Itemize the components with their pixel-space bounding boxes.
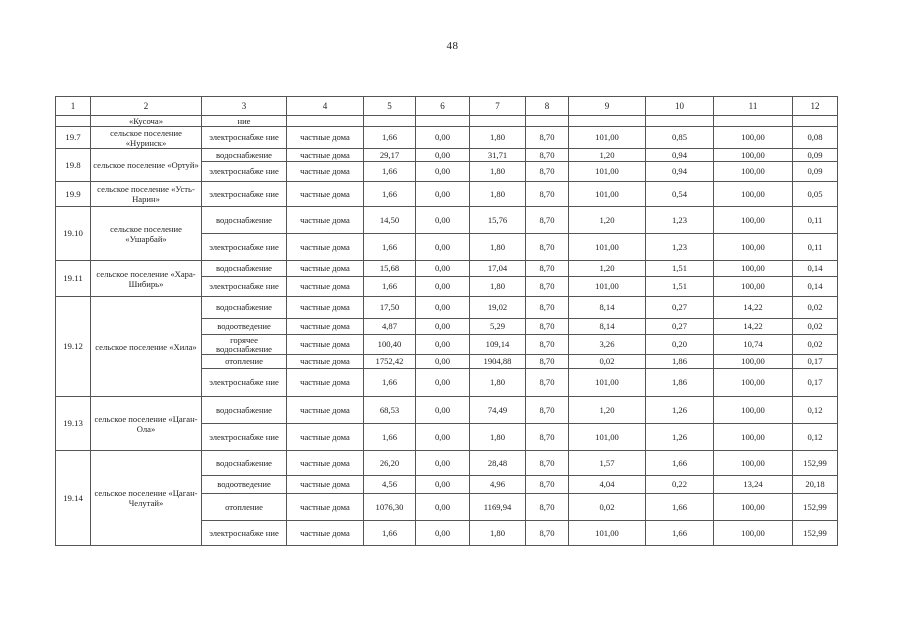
cell-service: водоснабжение — [202, 297, 287, 319]
cell-10: 0,27 — [646, 297, 714, 319]
cell-10: 0,94 — [646, 149, 714, 162]
column-header-4: 4 — [287, 97, 364, 116]
cell-8: 8,70 — [526, 261, 569, 277]
cell-7: 109,14 — [470, 335, 526, 355]
cell-11: 100,00 — [714, 261, 793, 277]
cell-5: 1,66 — [364, 521, 416, 546]
cell-9: 0,02 — [569, 355, 646, 369]
cell-7: 19,02 — [470, 297, 526, 319]
cell-settlement: сельское поселение «Хила» — [91, 297, 202, 397]
cell-5: 1076,30 — [364, 494, 416, 521]
cell-service: водоснабжение — [202, 261, 287, 277]
table-row — [56, 261, 838, 277]
cell-building-type: частные дома — [287, 476, 364, 494]
cell-8: 8,70 — [526, 476, 569, 494]
cell-5: 1,66 — [364, 162, 416, 182]
cell-10 — [646, 116, 714, 127]
cell-11: 100,00 — [714, 424, 793, 451]
cell-building-type: частные дома — [287, 521, 364, 546]
cell-7: 1,80 — [470, 277, 526, 297]
column-header-6: 6 — [416, 97, 470, 116]
table-row — [56, 127, 838, 149]
cell-12: 0,17 — [793, 369, 838, 397]
cell-settlement: сельское поселение «Нуринск» — [91, 127, 202, 149]
cell-7: 4,96 — [470, 476, 526, 494]
cell-index: 19.11 — [56, 261, 91, 297]
cell-11: 100,00 — [714, 162, 793, 182]
cell-11: 100,00 — [714, 494, 793, 521]
tariff-table — [55, 96, 838, 546]
cell-5: 1,66 — [364, 369, 416, 397]
cell-7: 17,04 — [470, 261, 526, 277]
cell-12: 152,99 — [793, 521, 838, 546]
cell-6: 0,00 — [416, 297, 470, 319]
cell-settlement: сельское поселение «Цаган-Челутай» — [91, 451, 202, 546]
cell-8: 8,70 — [526, 451, 569, 476]
cell-service: электроснабже ние — [202, 369, 287, 397]
cell-6: 0,00 — [416, 521, 470, 546]
column-header-3: 3 — [202, 97, 287, 116]
column-header-10: 10 — [646, 97, 714, 116]
cell-8: 8,70 — [526, 127, 569, 149]
cell-12: 0,02 — [793, 297, 838, 319]
cell-9: 101,00 — [569, 277, 646, 297]
cell-building-type: частные дома — [287, 424, 364, 451]
cell-7: 1,80 — [470, 234, 526, 261]
cell-building-type: частные дома — [287, 234, 364, 261]
cell-building-type: частные дома — [287, 149, 364, 162]
cell-settlement: сельское поселение «Ушарбай» — [91, 207, 202, 261]
cell-9: 0,02 — [569, 494, 646, 521]
cell-12: 152,99 — [793, 494, 838, 521]
cell-12: 0,05 — [793, 182, 838, 207]
cell-building-type: частные дома — [287, 261, 364, 277]
table-row — [56, 451, 838, 476]
cell-5: 26,20 — [364, 451, 416, 476]
cell-11: 100,00 — [714, 149, 793, 162]
cell-12: 0,09 — [793, 162, 838, 182]
cell-9: 101,00 — [569, 127, 646, 149]
cell-service: электроснабже ние — [202, 162, 287, 182]
cell-11: 14,22 — [714, 297, 793, 319]
cell-9: 1,20 — [569, 149, 646, 162]
cell-11: 100,00 — [714, 182, 793, 207]
cell-building-type: частные дома — [287, 451, 364, 476]
cell-7: 15,76 — [470, 207, 526, 234]
cell-4 — [287, 116, 364, 127]
cell-10: 1,86 — [646, 355, 714, 369]
cell-6: 0,00 — [416, 494, 470, 521]
cell-service: электроснабже ние — [202, 234, 287, 261]
cell-12: 0,11 — [793, 234, 838, 261]
cell-9: 8,14 — [569, 297, 646, 319]
cell-11: 13,24 — [714, 476, 793, 494]
cell-7: 1,80 — [470, 162, 526, 182]
cell-12: 0,14 — [793, 261, 838, 277]
cell-10: 1,66 — [646, 451, 714, 476]
cell-10: 0,20 — [646, 335, 714, 355]
cell-11: 100,00 — [714, 451, 793, 476]
cell-6: 0,00 — [416, 369, 470, 397]
column-header-5: 5 — [364, 97, 416, 116]
cell-service: водоотведение — [202, 319, 287, 335]
cell-11: 100,00 — [714, 355, 793, 369]
cell-5: 4,87 — [364, 319, 416, 335]
cell-10: 1,51 — [646, 277, 714, 297]
cell-5: 1,66 — [364, 182, 416, 207]
cell-building-type: частные дома — [287, 369, 364, 397]
header-row — [56, 97, 838, 116]
cell-5: 15,68 — [364, 261, 416, 277]
cell-9: 101,00 — [569, 182, 646, 207]
cell-6: 0,00 — [416, 319, 470, 335]
cell-building-type: частные дома — [287, 494, 364, 521]
cell-8: 8,70 — [526, 521, 569, 546]
cell-6: 0,00 — [416, 277, 470, 297]
cell-10: 1,23 — [646, 234, 714, 261]
cell-9: 1,20 — [569, 207, 646, 234]
cell-building-type: частные дома — [287, 127, 364, 149]
cell-service: отопление — [202, 494, 287, 521]
cell-settlement: сельское поселение «Ортуй» — [91, 149, 202, 182]
cell-8: 8,70 — [526, 494, 569, 521]
cell-10: 1,26 — [646, 424, 714, 451]
cell-9: 8,14 — [569, 319, 646, 335]
cell-6: 0,00 — [416, 397, 470, 424]
cell-11: 100,00 — [714, 369, 793, 397]
cell-8: 8,70 — [526, 369, 569, 397]
cell-7: 31,71 — [470, 149, 526, 162]
cell-12: 0,02 — [793, 335, 838, 355]
cell-service: водоснабжение — [202, 397, 287, 424]
column-header-2: 2 — [91, 97, 202, 116]
cell-9: 101,00 — [569, 521, 646, 546]
page-number: 48 — [446, 40, 459, 52]
cell-6: 0,00 — [416, 335, 470, 355]
cell-10: 0,27 — [646, 319, 714, 335]
cell-12: 152,99 — [793, 451, 838, 476]
cell-10: 1,51 — [646, 261, 714, 277]
cell-6: 0,00 — [416, 451, 470, 476]
cell-7: 1,80 — [470, 521, 526, 546]
table-row — [56, 397, 838, 424]
cell-8: 8,70 — [526, 355, 569, 369]
cell-12: 0,08 — [793, 127, 838, 149]
cell-12: 0,17 — [793, 355, 838, 369]
cell-7: 1,80 — [470, 127, 526, 149]
cell-6: 0,00 — [416, 207, 470, 234]
cell-6: 0,00 — [416, 149, 470, 162]
cell-6: 0,00 — [416, 476, 470, 494]
cell-5: 1,66 — [364, 424, 416, 451]
cell-6: 0,00 — [416, 355, 470, 369]
cell-9: 101,00 — [569, 424, 646, 451]
cell-8: 8,70 — [526, 297, 569, 319]
cell-building-type: частные дома — [287, 397, 364, 424]
cell-service: электроснабже ние — [202, 127, 287, 149]
column-header-12: 12 — [793, 97, 838, 116]
cell-5: 4,56 — [364, 476, 416, 494]
cell-6 — [416, 116, 470, 127]
cell-service: ние — [202, 116, 287, 127]
cell-index: 19.12 — [56, 297, 91, 397]
cell-5: 17,50 — [364, 297, 416, 319]
cell-6: 0,00 — [416, 424, 470, 451]
column-header-7: 7 — [470, 97, 526, 116]
cell-10: 0,22 — [646, 476, 714, 494]
cell-7: 5,29 — [470, 319, 526, 335]
cell-11: 100,00 — [714, 127, 793, 149]
cell-10: 0,85 — [646, 127, 714, 149]
cell-9: 101,00 — [569, 369, 646, 397]
cell-10: 0,54 — [646, 182, 714, 207]
cell-9: 1,20 — [569, 397, 646, 424]
cell-service: водоснабжение — [202, 451, 287, 476]
cell-12: 0,12 — [793, 397, 838, 424]
cell-11: 14,22 — [714, 319, 793, 335]
cell-8: 8,70 — [526, 234, 569, 261]
cell-9: 3,26 — [569, 335, 646, 355]
cell-building-type: частные дома — [287, 335, 364, 355]
cell-11: 100,00 — [714, 397, 793, 424]
cell-6: 0,00 — [416, 162, 470, 182]
cell-9: 101,00 — [569, 162, 646, 182]
cell-9: 4,04 — [569, 476, 646, 494]
cell-5: 1752,42 — [364, 355, 416, 369]
cell-settlement: сельское поселение «Цаган-Ола» — [91, 397, 202, 451]
cell-7: 1,80 — [470, 182, 526, 207]
cell-8: 8,70 — [526, 319, 569, 335]
cell-8 — [526, 116, 569, 127]
cell-11: 100,00 — [714, 521, 793, 546]
continuation-row — [56, 116, 838, 127]
cell-5: 14,50 — [364, 207, 416, 234]
cell-index: 19.13 — [56, 397, 91, 451]
cell-service: водоснабжение — [202, 149, 287, 162]
column-header-1: 1 — [56, 97, 91, 116]
cell-5: 29,17 — [364, 149, 416, 162]
cell-9 — [569, 116, 646, 127]
cell-8: 8,70 — [526, 162, 569, 182]
cell-11: 100,00 — [714, 207, 793, 234]
cell-service: горячее водоснабжение — [202, 335, 287, 355]
cell-5 — [364, 116, 416, 127]
cell-index: 19.8 — [56, 149, 91, 182]
cell-8: 8,70 — [526, 277, 569, 297]
table-row — [56, 149, 838, 162]
cell-service: электроснабже ние — [202, 521, 287, 546]
cell-12: 0,12 — [793, 424, 838, 451]
cell-6: 0,00 — [416, 182, 470, 207]
cell-11: 100,00 — [714, 234, 793, 261]
cell-7: 74,49 — [470, 397, 526, 424]
cell-8: 8,70 — [526, 397, 569, 424]
cell-7: 1,80 — [470, 424, 526, 451]
cell-8: 8,70 — [526, 335, 569, 355]
column-header-9: 9 — [569, 97, 646, 116]
cell-6: 0,00 — [416, 234, 470, 261]
cell-building-type: частные дома — [287, 297, 364, 319]
cell-12: 0,09 — [793, 149, 838, 162]
cell-building-type: частные дома — [287, 277, 364, 297]
cell-10: 1,66 — [646, 521, 714, 546]
cell-service: водоснабжение — [202, 207, 287, 234]
cell-settlement: сельское поселение «Усть-Нарин» — [91, 182, 202, 207]
cell-7: 1,80 — [470, 369, 526, 397]
cell-settlement: сельское поселение «Хара-Шибирь» — [91, 261, 202, 297]
cell-9: 1,20 — [569, 261, 646, 277]
cell-5: 1,66 — [364, 234, 416, 261]
cell-9: 1,57 — [569, 451, 646, 476]
cell-10: 1,86 — [646, 369, 714, 397]
cell-7: 1904,88 — [470, 355, 526, 369]
cell-index: 19.14 — [56, 451, 91, 546]
cell-building-type: частные дома — [287, 207, 364, 234]
cell-6: 0,00 — [416, 261, 470, 277]
cell-6: 0,00 — [416, 127, 470, 149]
cell-12: 20,18 — [793, 476, 838, 494]
table-row — [56, 207, 838, 234]
cell-building-type: частные дома — [287, 182, 364, 207]
cell-12: 0,11 — [793, 207, 838, 234]
cell-index: 19.10 — [56, 207, 91, 261]
cell-5: 1,66 — [364, 277, 416, 297]
table-body — [56, 116, 838, 546]
cell-10: 1,26 — [646, 397, 714, 424]
cell-5: 100,40 — [364, 335, 416, 355]
cell-7 — [470, 116, 526, 127]
cell-11 — [714, 116, 793, 127]
cell-11: 100,00 — [714, 277, 793, 297]
cell-service: электроснабже ние — [202, 424, 287, 451]
cell-service: водоотведение — [202, 476, 287, 494]
table-row — [56, 182, 838, 207]
cell-10: 1,66 — [646, 494, 714, 521]
table-row — [56, 297, 838, 319]
cell-12: 0,02 — [793, 319, 838, 335]
cell-5: 1,66 — [364, 127, 416, 149]
cell-building-type: частные дома — [287, 355, 364, 369]
cell-10: 1,23 — [646, 207, 714, 234]
cell-10: 0,94 — [646, 162, 714, 182]
cell-8: 8,70 — [526, 149, 569, 162]
cell-service: электроснабже ние — [202, 277, 287, 297]
cell-12 — [793, 116, 838, 127]
cell-8: 8,70 — [526, 207, 569, 234]
cell-12: 0,14 — [793, 277, 838, 297]
cell-service: электроснабже ние — [202, 182, 287, 207]
cell-8: 8,70 — [526, 424, 569, 451]
cell-service: отопление — [202, 355, 287, 369]
cell-9: 101,00 — [569, 234, 646, 261]
cell-7: 1169,94 — [470, 494, 526, 521]
cell-11: 10,74 — [714, 335, 793, 355]
column-header-8: 8 — [526, 97, 569, 116]
cell-5: 68,53 — [364, 397, 416, 424]
column-header-11: 11 — [714, 97, 793, 116]
cell-8: 8,70 — [526, 182, 569, 207]
cell-index: 19.7 — [56, 127, 91, 149]
cell-index: 19.9 — [56, 182, 91, 207]
cell-index — [56, 116, 91, 127]
cell-7: 28,48 — [470, 451, 526, 476]
cell-building-type: частные дома — [287, 162, 364, 182]
cell-settlement: «Кусоча» — [91, 116, 202, 127]
cell-building-type: частные дома — [287, 319, 364, 335]
